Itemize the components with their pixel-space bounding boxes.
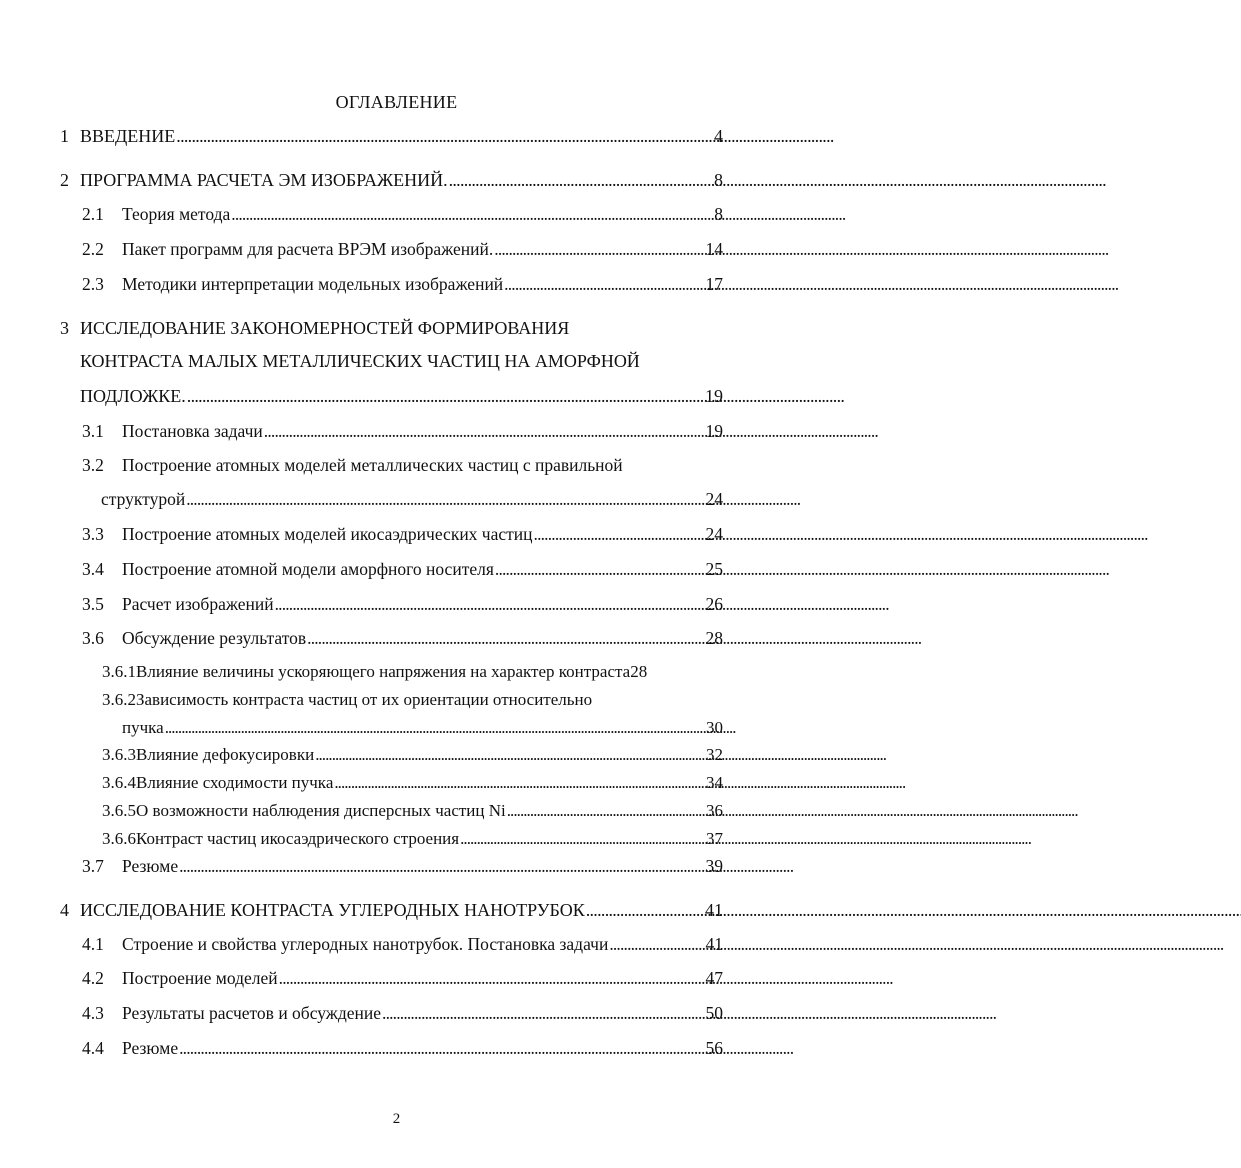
toc-number: 4.3 [82,1003,104,1023]
leader-dots [609,934,704,954]
toc-page: 28 [705,628,723,648]
page-number: 2 [392,1111,401,1127]
toc-page: 28 [630,662,648,681]
toc-page: 32 [706,745,723,764]
toc-number: 3.2 [82,455,104,475]
toc-entry-4-4[interactable] [82,1038,723,1058]
toc-title: Постановка задачи [122,421,263,441]
toc-entry-3-line-2[interactable] [80,351,723,371]
leader-dots [187,386,704,406]
toc-page: 14 [705,239,723,259]
toc-page: 25 [705,559,723,579]
toc-title: О возможности наблюдения дисперсных частиц Ni [136,801,506,820]
leader-dots [460,829,705,849]
toc-number: 2.1 [82,204,104,224]
toc-entry-3-4[interactable] [82,559,723,579]
toc-page: 34 [706,773,723,792]
toc-title: Построение атомных моделей икосаэдрических частиц [122,524,533,544]
toc-entry-3-6-3[interactable] [102,745,723,765]
toc-page: 50 [705,1003,723,1023]
toc-entry-3-1[interactable] [82,421,723,441]
toc-title: Методики интерпретации модельных изображений [122,274,504,294]
toc-title: Результаты расчетов и обсуждение [122,1003,382,1023]
toc-title-line: Зависимость контраста частиц от их ориентации относительно [136,690,593,709]
leader-dots [275,594,705,614]
toc-title: Влияние сходимости пучка [136,773,334,792]
toc-entry-4[interactable] [60,900,723,920]
toc-page: 37 [706,829,723,848]
toc-entry-3-2-line-1[interactable] [82,455,723,475]
toc-title: Построение атомной модели аморфного носителя [122,559,494,579]
leader-dots [586,900,704,920]
toc-number: 3.6.6 [102,829,136,848]
toc-entry-3-6-6[interactable] [102,829,723,849]
leader-dots [176,126,713,146]
leader-dots [179,856,704,876]
toc-number: 3.6.4 [102,773,136,792]
toc-title: Влияние дефокусировки [136,745,315,764]
toc-title: Резюме [122,1038,179,1058]
toc-title: Обсуждение результатов [122,628,307,648]
toc-entry-4-2[interactable] [82,968,723,988]
toc-number: 3.6 [82,628,104,648]
leader-dots [494,239,704,259]
toc-number: 4 [60,900,69,920]
toc-entry-3-line-1[interactable] [60,318,723,338]
toc-title: ПОДЛОЖКЕ. [80,386,186,406]
toc-page: 41 [705,900,723,920]
page-title: ОГЛАВЛЕНИЕ [335,92,458,112]
toc-title: Расчет изображений [122,594,274,614]
toc-entry-3-6[interactable] [82,628,723,648]
toc-page: 47 [705,968,723,988]
toc-number: 4.1 [82,934,104,954]
toc-title: Теория метода [122,204,231,224]
toc-number: 3.4 [82,559,104,579]
toc-number: 3.6.2 [102,690,136,709]
leader-dots [334,773,705,793]
leader-dots [382,1003,704,1023]
leader-dots [495,559,705,579]
toc-page: 17 [705,274,723,294]
toc-title: Построение моделей [122,968,278,988]
toc-title: ВВЕДЕНИЕ [80,126,176,146]
toc-number: 2.2 [82,239,104,259]
toc-page: 8 [714,204,723,224]
toc-number: 2 [60,170,69,190]
toc-entry-3-7[interactable] [82,856,723,876]
toc-number: 1 [60,126,69,146]
toc-page: 30 [706,718,723,737]
toc-entry-2-3[interactable] [82,274,723,294]
toc-page: 19 [705,386,723,406]
toc-number: 3.6.3 [102,745,136,764]
toc-title-line: ИССЛЕДОВАНИЕ ЗАКОНОМЕРНОСТЕЙ ФОРМИРОВАНИЯ [80,318,570,338]
leader-dots [231,204,713,224]
toc-entry-2[interactable] [60,170,723,190]
toc-entry-3-2-line-2[interactable] [101,489,723,509]
toc-page: 41 [705,934,723,954]
toc-title-line: Построение атомных моделей металлических частиц с правильной [122,455,623,475]
toc-number: 3.6.1 [102,662,136,681]
leader-dots [507,801,705,821]
toc-title: ИССЛЕДОВАНИЕ КОНТРАСТА УГЛЕРОДНЫХ НАНОТРУБОК [80,900,585,920]
toc-page: 56 [705,1038,723,1058]
toc-number: 4.2 [82,968,104,988]
leader-dots [264,421,705,441]
toc-entry-3-6-5[interactable] [102,801,723,821]
leader-dots [315,745,705,765]
toc-entry-3-6-4[interactable] [102,773,723,793]
leader-dots [279,968,705,988]
toc-page: 26 [705,594,723,614]
toc-entry-3-6-1[interactable] [102,662,737,682]
toc-number: 3.3 [82,524,104,544]
toc-title: пучка [122,718,164,737]
toc-number: 3.7 [82,856,104,876]
toc-page: 36 [706,801,723,820]
toc-title: ПРОГРАММА РАСЧЕТА ЭМ ИЗОБРАЖЕНИЙ. [80,170,448,190]
toc-title: Строение и свойства углеродных нанотрубок. Постановка задачи [122,934,609,954]
leader-dots [504,274,704,294]
toc-entry-2-2[interactable] [82,239,723,259]
leader-dots [449,170,713,190]
leader-dots [186,489,704,509]
leader-dots [179,1038,704,1058]
toc-number: 2.3 [82,274,104,294]
toc-page: 24 [705,524,723,544]
toc-entry-3-6-2-line-2[interactable] [122,718,723,738]
toc-entry-4-1[interactable] [82,934,723,954]
toc-page: 4 [714,126,723,146]
toc-entry-2-1[interactable] [82,204,723,224]
toc-number: 4.4 [82,1038,104,1058]
leader-dots [307,628,704,648]
toc-entry-3-6-2-line-1[interactable] [102,690,723,710]
toc-entry-3-line-3[interactable] [80,386,723,406]
toc-title-line: КОНТРАСТА МАЛЫХ МЕТАЛЛИЧЕСКИХ ЧАСТИЦ НА АМОРФНОЙ [80,351,640,371]
toc-title: структурой [101,489,186,509]
toc-page: 39 [705,856,723,876]
toc-number: 3 [60,318,69,338]
toc-title: Влияние величины ускоряющего напряжения на характер контраста [136,662,631,681]
leader-dots [534,524,705,544]
toc-entry-3-5[interactable] [82,594,723,614]
toc-title: Резюме [122,856,179,876]
toc-number: 3.5 [82,594,104,614]
toc-entry-4-3[interactable] [82,1003,723,1023]
toc-page: 24 [705,489,723,509]
toc-entry-1[interactable] [60,126,723,146]
toc-title: Пакет программ для расчета ВРЭМ изображений. [122,239,494,259]
toc-entry-3-3[interactable] [82,524,723,544]
toc-number: 3.6.5 [102,801,136,820]
toc-number: 3.1 [82,421,104,441]
leader-dots [165,718,705,738]
toc-page: 19 [705,421,723,441]
toc-title: Контраст частиц икосаэдрического строения [136,829,460,848]
toc-page: 8 [714,170,723,190]
